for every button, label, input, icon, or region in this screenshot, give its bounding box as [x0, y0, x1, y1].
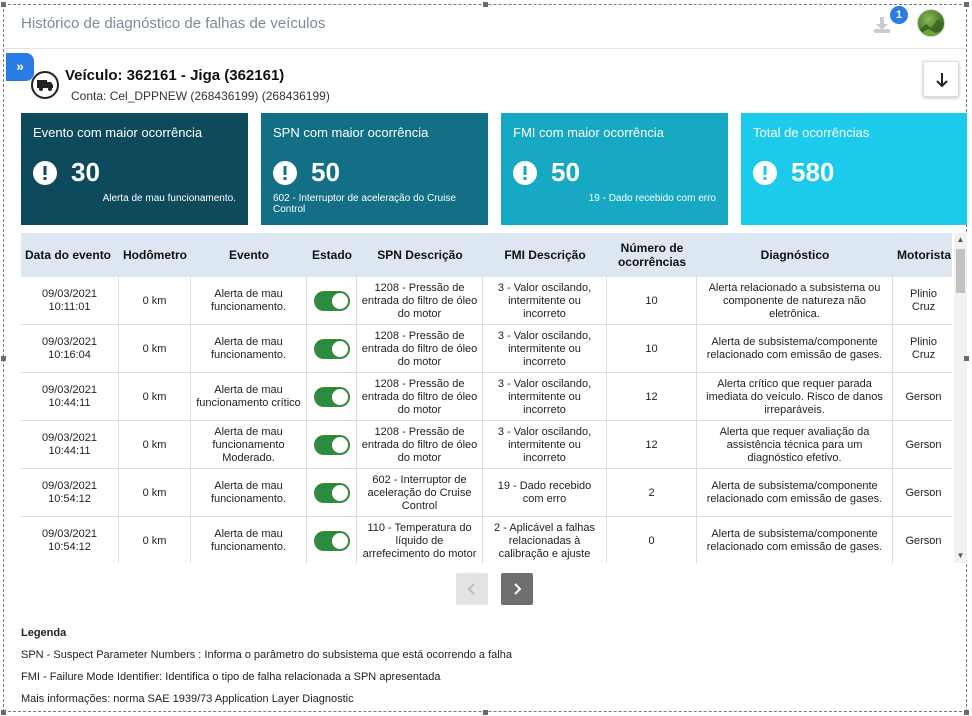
cell-state	[307, 421, 357, 469]
exclamation-circle-icon	[33, 161, 57, 185]
card-value: 30	[71, 157, 100, 187]
cell-driver: Gerson	[905, 486, 942, 499]
resize-handle[interactable]	[483, 2, 488, 7]
cell-fmi: 3 - Valor oscilando, intermitente ou incorreto	[483, 373, 607, 421]
chevron-left-icon	[465, 582, 479, 596]
resize-handle[interactable]	[964, 710, 969, 715]
cell-count: 10	[607, 277, 697, 325]
prev-page-button[interactable]	[456, 573, 488, 605]
cell-spn: 602 - Interruptor de aceleração do Cruise Control	[357, 469, 483, 517]
card-desc: Alerta de mau funcionamento.	[102, 193, 236, 204]
card-title: FMI com maior ocorrência	[513, 125, 664, 140]
cell-state	[307, 517, 357, 563]
cell-fmi: 19 - Dado recebido com erro	[483, 469, 607, 517]
exclamation-circle-icon	[753, 161, 777, 185]
cell-date: 09/03/2021 10:54:12	[21, 517, 119, 563]
scroll-up-icon[interactable]: ▲	[956, 235, 965, 244]
resize-handle[interactable]	[964, 2, 969, 7]
vehicle-title: Veículo: 362161 - Jiga (362161)	[65, 67, 285, 84]
scroll-thumb[interactable]	[956, 249, 965, 293]
cell-event: Alerta de mau funcionamento.	[191, 469, 307, 517]
cell-count: 12	[607, 373, 697, 421]
cell-count: 2	[607, 469, 697, 517]
cell-date: 09/03/2021 10:44:11	[21, 373, 119, 421]
cell-diagnostic: Alerta de subsistema/componente relacionado com emissão de gases.	[697, 469, 893, 517]
resize-handle[interactable]	[1, 2, 6, 7]
card-value: 50	[551, 157, 580, 187]
table-row[interactable]	[21, 517, 952, 563]
resize-handle[interactable]	[964, 356, 969, 361]
cell-diagnostic: Alerta de subsistema/componente relacionado com emissão de gases.	[697, 325, 893, 373]
resize-handle[interactable]	[1, 710, 6, 715]
cell-fmi: 3 - Valor oscilando, intermitente ou incorreto	[483, 277, 607, 325]
cell-odometer: 0 km	[119, 325, 191, 373]
cell-diagnostic: Alerta de subsistema/componente relacionado com emissão de gases.	[697, 517, 893, 563]
cell-spn: 110 - Temperatura do líquido de arrefecimento do motor	[357, 517, 483, 563]
scroll-down-icon[interactable]: ▼	[956, 551, 965, 560]
cell-date: 09/03/2021 10:54:12	[21, 469, 119, 517]
cell-spn: 1208 - Pressão de entrada do filtro de óleo do motor	[357, 373, 483, 421]
chevron-right-icon	[510, 582, 524, 596]
state-toggle[interactable]	[314, 291, 350, 311]
col-spn[interactable]: SPN Descrição	[377, 248, 463, 262]
card-top-spn	[261, 113, 488, 225]
cell-driver: Plinio Cruz	[910, 288, 937, 313]
card-desc: 19 - Dado recebido com erro	[588, 193, 716, 204]
cell-date: 09/03/2021 10:11:01	[21, 277, 119, 325]
col-event[interactable]: Evento	[228, 248, 269, 262]
legend-spn: SPN - Suspect Parameter Numbers : Informa o parâmetro do subsistema que está ocorrendo a falha	[21, 649, 512, 661]
app-window	[3, 4, 967, 712]
col-date[interactable]: Data do evento	[25, 248, 112, 262]
resize-handle[interactable]	[1, 356, 6, 361]
vehicle-account: Conta: Cel_DPPNEW (268436199) (268436199)	[71, 89, 330, 103]
card-title: Evento com maior ocorrência	[33, 125, 203, 140]
cell-odometer: 0 km	[119, 277, 191, 325]
table-row[interactable]	[21, 325, 952, 373]
col-fmi[interactable]: FMI Descrição	[504, 248, 586, 262]
table-row[interactable]	[21, 373, 952, 421]
cell-count: 0	[607, 517, 697, 563]
table-row[interactable]	[21, 421, 952, 469]
cell-spn: 1208 - Pressão de entrada do filtro de óleo do motor	[357, 325, 483, 373]
table-scrollbar[interactable]	[954, 233, 967, 563]
cell-event: Alerta de mau funcionamento.	[191, 517, 307, 563]
col-state[interactable]: Estado	[311, 248, 352, 262]
state-toggle[interactable]	[314, 483, 350, 503]
state-toggle[interactable]	[314, 387, 350, 407]
table-row[interactable]	[21, 469, 952, 517]
cell-state	[307, 277, 357, 325]
state-toggle[interactable]	[314, 531, 350, 551]
double-chevron-right-icon: »	[16, 58, 24, 74]
card-total	[741, 113, 967, 225]
next-page-button[interactable]	[501, 573, 533, 605]
cell-count: 10	[607, 325, 697, 373]
table-header	[21, 233, 952, 277]
cell-driver: Gerson	[905, 438, 942, 451]
state-toggle[interactable]	[314, 339, 350, 359]
table-row[interactable]	[21, 277, 952, 325]
card-title: SPN com maior ocorrência	[273, 125, 429, 140]
cell-state	[307, 373, 357, 421]
cell-count: 12	[607, 421, 697, 469]
cell-driver: Plinio Cruz	[910, 336, 937, 361]
col-driver[interactable]: Motorista	[897, 248, 951, 262]
cell-driver: Gerson	[905, 534, 942, 547]
expand-sidebar-button[interactable]	[6, 53, 34, 81]
cell-event: Alerta de mau funcionamento crítico	[191, 373, 307, 421]
card-top-event	[21, 113, 248, 225]
cell-spn: 1208 - Pressão de entrada do filtro de óleo do motor	[357, 421, 483, 469]
cell-event: Alerta de mau funcionamento.	[191, 325, 307, 373]
truck-icon	[31, 71, 59, 99]
download-icon[interactable]	[872, 15, 892, 35]
col-diagnostic[interactable]: Diagnóstico	[760, 248, 830, 262]
cell-odometer: 0 km	[119, 373, 191, 421]
cell-state	[307, 325, 357, 373]
cell-odometer: 0 km	[119, 517, 191, 563]
events-table	[21, 233, 967, 563]
page-title: Histórico de diagnóstico de falhas de veículos	[21, 15, 326, 32]
cell-diagnostic: Alerta relacionado a subsistema ou componente de natureza não eletrônica.	[697, 277, 893, 325]
card-value: 580	[791, 157, 835, 187]
cell-event: Alerta de mau funcionamento Moderado.	[191, 421, 307, 469]
legend-title: Legenda	[21, 627, 67, 639]
card-value: 50	[311, 157, 340, 187]
state-toggle[interactable]	[314, 435, 350, 455]
card-desc: 602 - Interruptor de aceleração do Cruise Control	[273, 193, 456, 215]
resize-handle[interactable]	[483, 710, 488, 715]
cell-odometer: 0 km	[119, 469, 191, 517]
cell-fmi: 2 - Aplicável a falhas relacionadas à calibração e ajuste	[483, 517, 607, 563]
cell-event: Alerta de mau funcionamento.	[191, 277, 307, 325]
cell-odometer: 0 km	[119, 421, 191, 469]
cell-diagnostic: Alerta que requer avaliação da assistência técnica para um diagnóstico efetivo.	[697, 421, 893, 469]
cell-spn: 1208 - Pressão de entrada do filtro de óleo do motor	[357, 277, 483, 325]
cell-diagnostic: Alerta crítico que requer parada imediata do veículo. Risco de danos irreparáveis.	[697, 373, 893, 421]
card-title: Total de ocorrências	[753, 125, 870, 140]
cell-fmi: 3 - Valor oscilando, intermitente ou incorreto	[483, 325, 607, 373]
exclamation-circle-icon	[513, 161, 537, 185]
card-top-fmi	[501, 113, 728, 225]
avatar[interactable]	[917, 9, 945, 37]
cell-state	[307, 469, 357, 517]
cell-date: 09/03/2021 10:16:04	[21, 325, 119, 373]
title-bar	[4, 5, 966, 49]
cell-driver: Gerson	[905, 390, 942, 403]
cell-date: 09/03/2021 10:44:11	[21, 421, 119, 469]
legend-fmi: FMI - Failure Mode Identifier: Identifica o tipo de falha relacionada a SPN apresentada	[21, 671, 441, 683]
col-count[interactable]: Número de ocorrências	[617, 241, 687, 269]
sort-button[interactable]	[923, 61, 959, 97]
legend-more-info: Mais informações: norma SAE 1939/73 Application Layer Diagnostic	[21, 693, 354, 705]
col-odometer[interactable]: Hodômetro	[123, 248, 187, 262]
exclamation-circle-icon	[273, 161, 297, 185]
notification-badge: 1	[890, 6, 908, 24]
cell-fmi: 3 - Valor oscilando, intermitente ou incorreto	[483, 421, 607, 469]
arrow-down-icon	[924, 62, 960, 98]
